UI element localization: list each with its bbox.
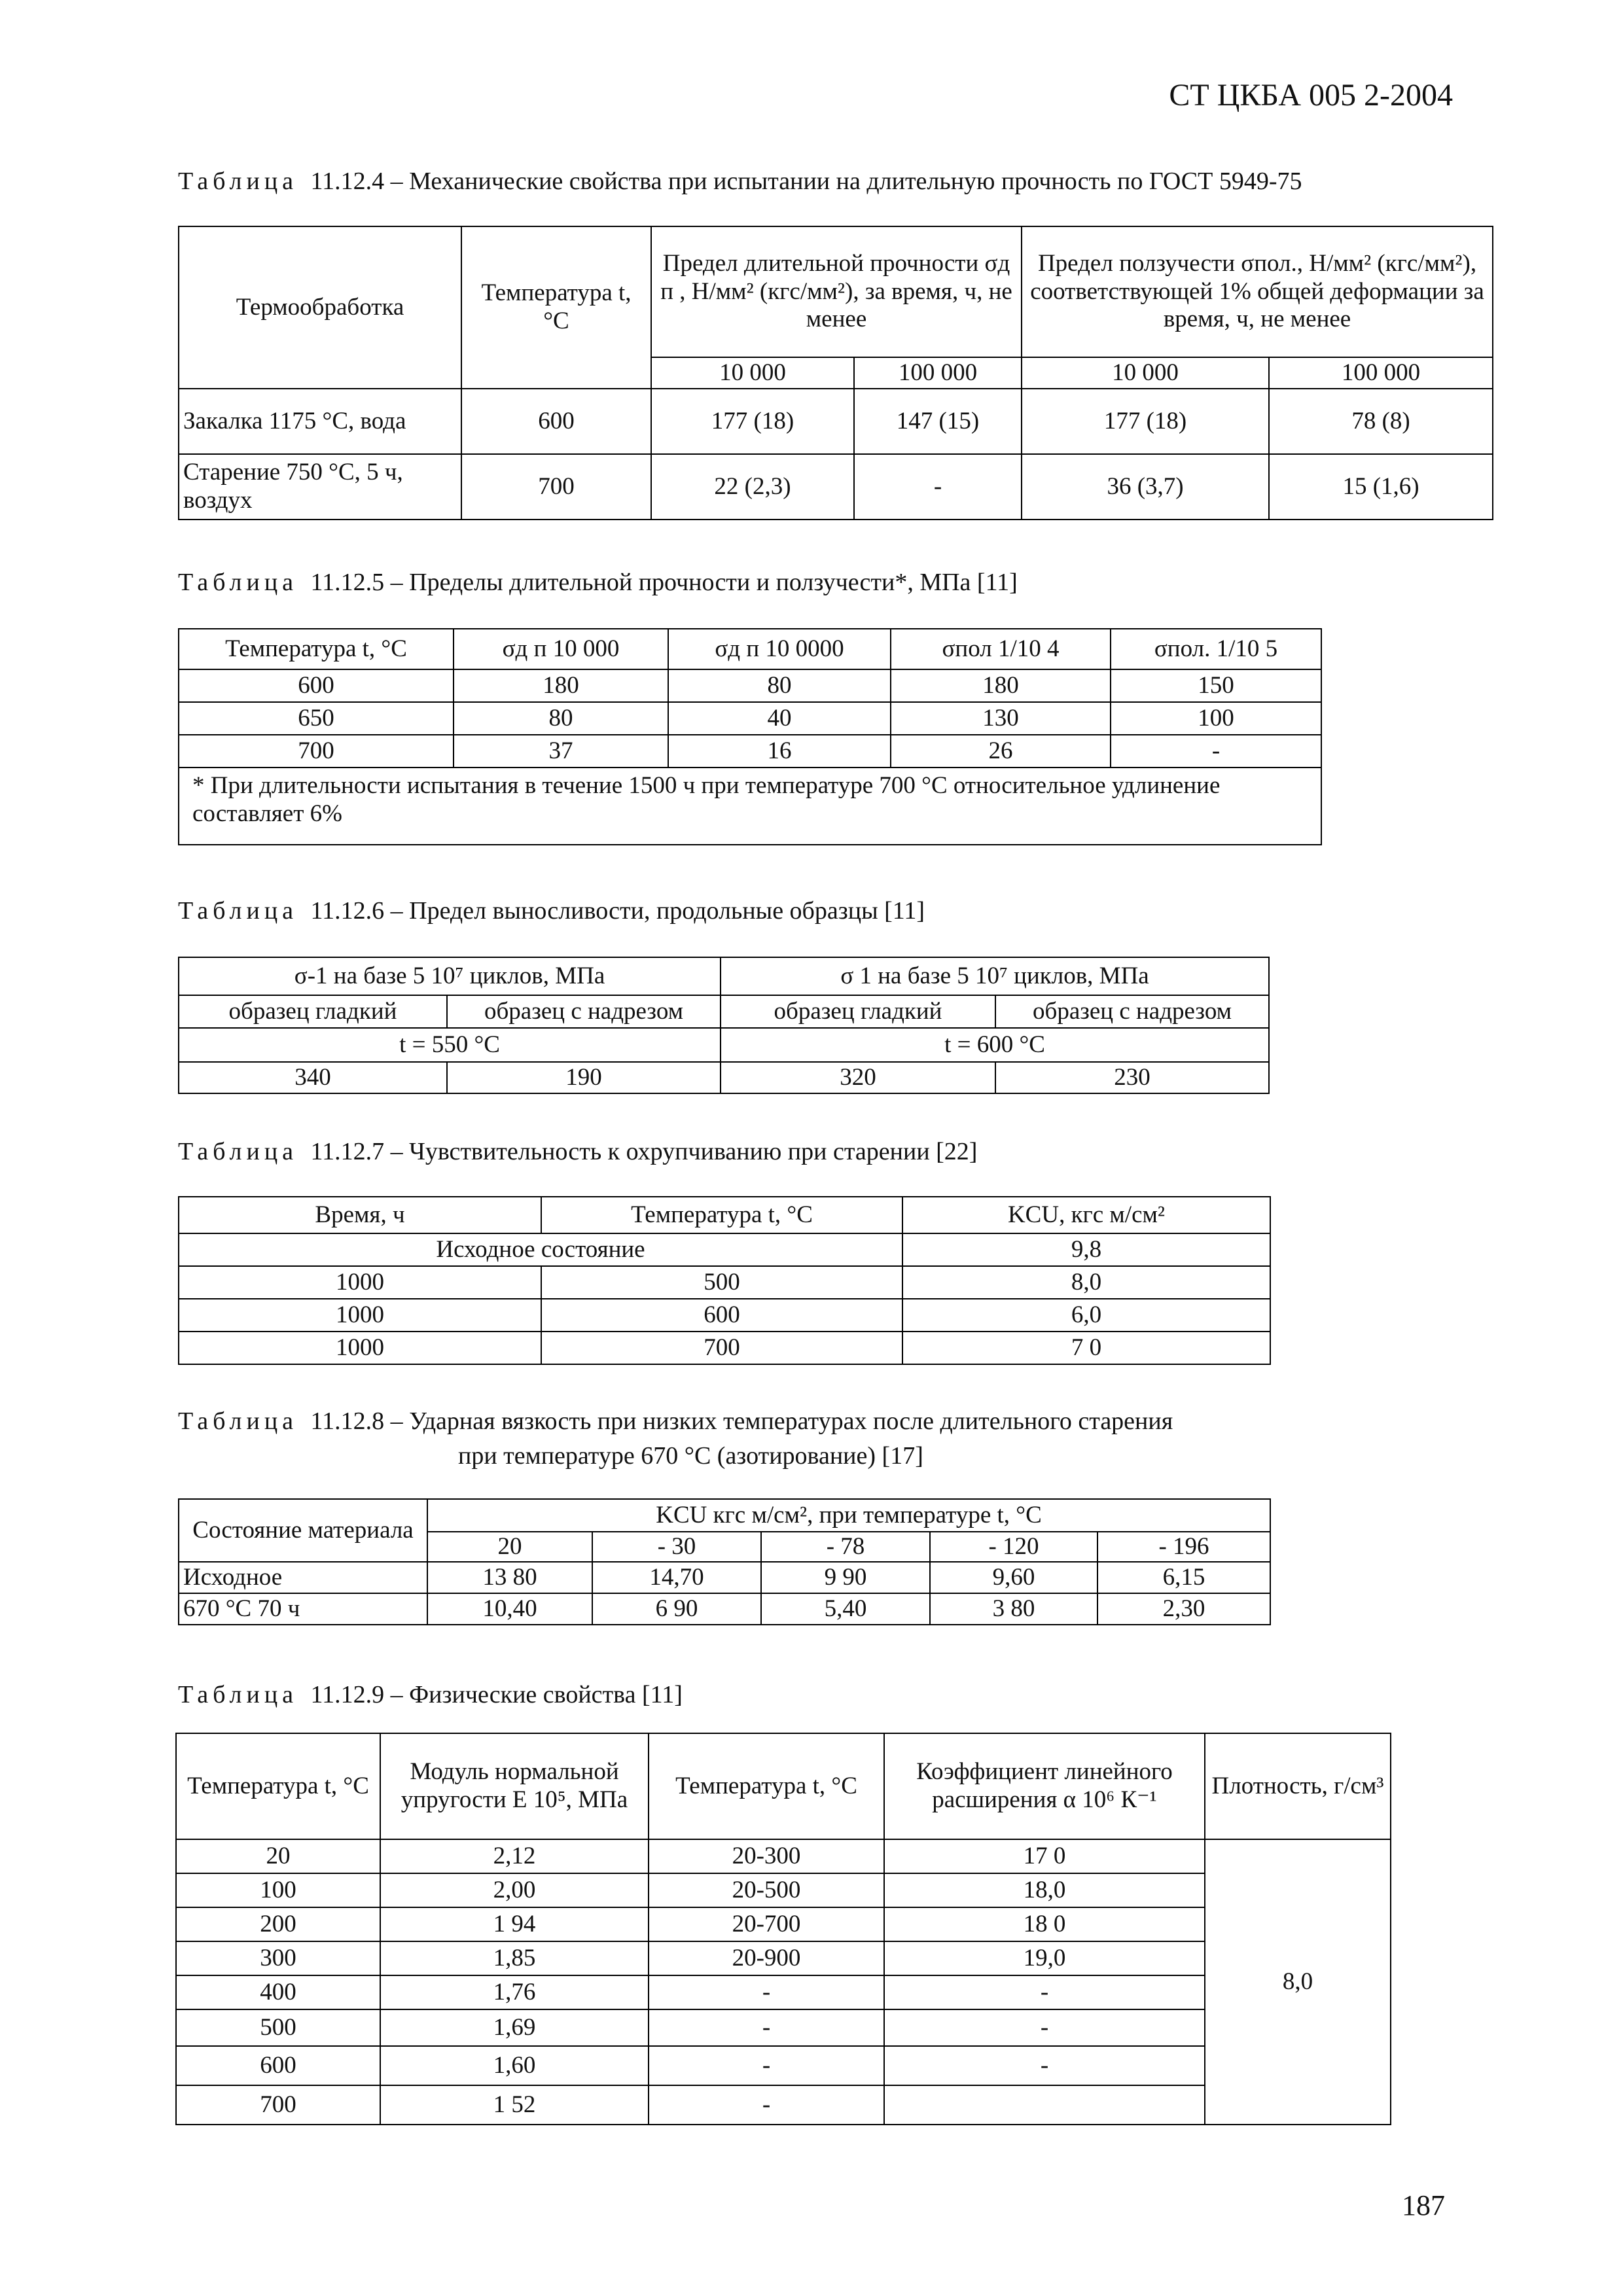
density-value: 8,0	[1205, 1839, 1391, 2125]
table-row: 600 180 80 180 150	[179, 669, 1321, 702]
table-row: Старение 750 °С, 5 ч, воздух 700 22 (2,3) - 36 (3,7) 15 (1,6)	[179, 454, 1493, 520]
table-row: 1000 700 7 0	[179, 1332, 1270, 1364]
table-note: * При длительности испытания в течение 1500 ч при температуре 700 °С относительное удлинение составляет 6%	[179, 768, 1321, 845]
table-row: 670 °С 70 ч 10,40 6 90 5,40 3 80 2,30	[179, 1593, 1270, 1625]
table-11-12-6: σ-1 на базе 5 10⁷ циклов, МПа σ 1 на базе 5 10⁷ циклов, МПа образец гладкий образец с надрезом образец гладкий образец с надрезом t = 550 °С t = 600 °С 340 190 320 230	[178, 957, 1270, 1094]
header-creep-limit: Предел ползучести σпол., Н/мм² (кгс/мм²), соответствующей 1% общей деформации за время, ч, не менее	[1022, 226, 1493, 357]
table-11-12-5-caption: Таблица 11.12.5 – Пределы длительной прочности и ползучести*, МПа [11]	[178, 569, 1018, 596]
table-row: 340 190 320 230	[179, 1062, 1269, 1093]
page-number: 187	[1402, 2189, 1445, 2221]
table-11-12-4	[178, 226, 1493, 520]
table-row: 600 1,60 - -	[176, 2046, 1391, 2085]
subheader-time: 100 000	[854, 357, 1022, 389]
table-row: Исходное 13 80 14,70 9 90 9,60 6,15	[179, 1562, 1270, 1593]
table-row: Закалка 1175 °С, вода 600 177 (18) 147 (15) 177 (18) 78 (8)	[179, 389, 1493, 454]
table-11-12-5: Температура t, °С σд п 10 000 σд п 10 0000 σпол 1/10 4 σпол. 1/10 5 600 180 80 180 150 650 80 40 130 100 700 37 16 26 - * При длительности испытания в течение 1500 ч при температуре 700 °С относительное удлинение составляет 6%	[178, 628, 1322, 845]
header-temperature: Температура t, °С	[461, 226, 651, 389]
table-row: 1000 600 6,0	[179, 1299, 1270, 1332]
table-11-12-9-caption: Таблица 11.12.9 – Физические свойства [11]	[178, 1681, 683, 1708]
table-row: 300 1,85 20-900 19,0	[176, 1941, 1391, 1975]
table-row: 500 1,69 - -	[176, 2009, 1391, 2046]
subheader-time: 10 000	[651, 357, 854, 389]
table-row: 200 1 94 20-700 18 0	[176, 1907, 1391, 1941]
subheader-time: 100 000	[1269, 357, 1493, 389]
table-11-12-4-caption: Таблица 11.12.4 – Механические свойства при испытании на длительную прочность по ГОСТ 5949-75	[178, 168, 1302, 195]
treatment-quench: Закалка 1175 °С, вода	[179, 389, 461, 454]
table-row: 400 1,76 - -	[176, 1975, 1391, 2009]
table-row: 1000 500 8,0	[179, 1266, 1270, 1299]
table-row: 100 2,00 20-500 18,0	[176, 1873, 1391, 1907]
table-11-12-8: Состояние материала KCU кгс м/см², при температуре t, °С 20 - 30 - 78 - 120 - 196 Исходное 13 80 14,70 9 90 9,60 6,15 670 °С 70 ч 10,40 6 90 5,40 3 80 2,30	[178, 1498, 1271, 1625]
table-11-12-7-caption: Таблица 11.12.7 – Чувствительность к охрупчиванию при старении [22]	[178, 1138, 978, 1165]
document-code: СТ ЦКБА 005 2-2004	[1169, 78, 1453, 113]
header-long-term-strength: Предел длительной прочности σд п , Н/мм² (кгс/мм²), за время, ч, не менее	[651, 226, 1022, 357]
table-row: 700 37 16 26 -	[179, 735, 1321, 768]
treatment-aging: Старение 750 °С, 5 ч, воздух	[179, 454, 461, 520]
table-11-12-7: Время, ч Температура t, °С KCU, кгс м/см² Исходное состояние 9,8 1000 500 8,0 1000 600 6,0 1000 700 7 0	[178, 1196, 1271, 1365]
table-row: 700 1 52 -	[176, 2085, 1391, 2125]
table-11-12-6-caption: Таблица 11.12.6 – Предел выносливости, продольные образцы [11]	[178, 897, 925, 925]
table-11-12-8-caption: Таблица 11.12.8 – Ударная вязкость при низких температурах после длительного старения	[178, 1407, 1173, 1435]
subheader-time: 10 000	[1022, 357, 1269, 389]
table-11-12-8-caption-line2: при температуре 670 °С (азотирование) [17]	[458, 1442, 923, 1470]
table-11-12-9: Температура t, °С Модуль нормальной упругости Е 10⁵, МПа Температура t, °С Коэффициент линейного расширения α 10⁶ К⁻¹ Плотность, г/см³ 20 2,12 20-300 17 0 8,0 100 2,00 20-500 18,0 200 1 94 20-700 18 0 300 1,85 20-900 19,0 400 1,76 - - 500 1,69 - - 600 1,60 - - 700 1 52 -	[175, 1733, 1391, 2125]
table-row: 650 80 40 130 100	[179, 702, 1321, 735]
table-row: 20 2,12 20-300 17 0 8,0	[176, 1839, 1391, 1873]
header-treatment: Термообработка	[179, 226, 461, 389]
